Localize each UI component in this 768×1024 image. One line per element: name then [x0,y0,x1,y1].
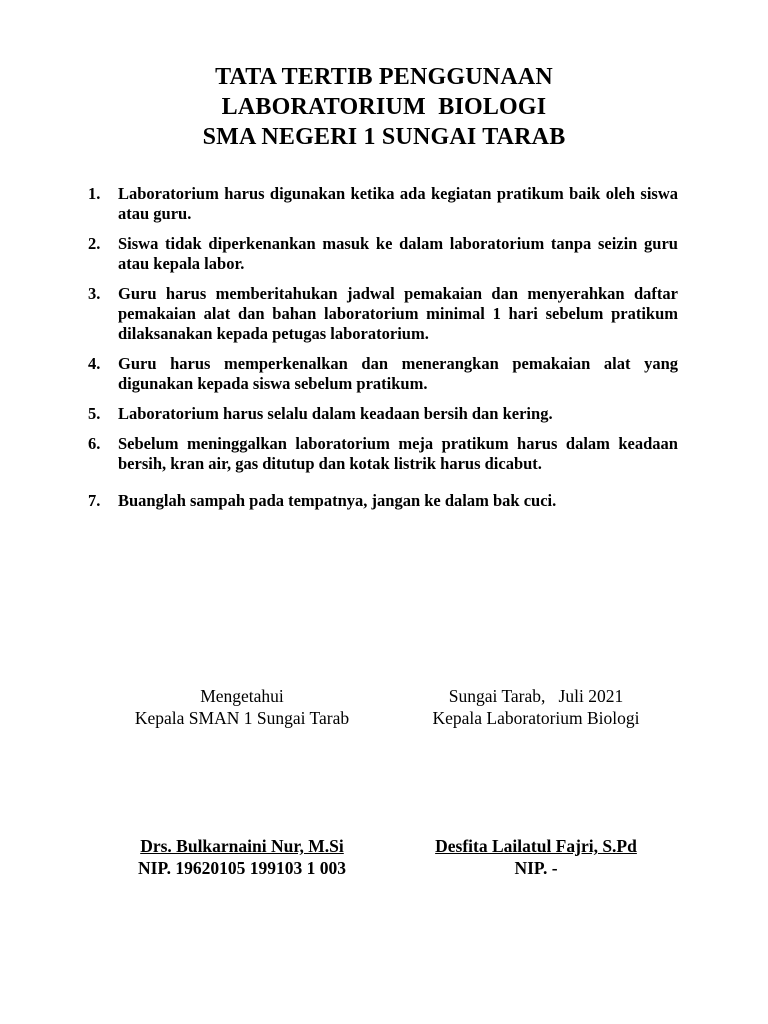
rule-text: Guru harus memperkenalkan dan menerangkan pemakaian alat yang digunakan kepada siswa sebelum pratikum. [118,354,678,393]
left-acknowledgement: Mengetahui [200,686,284,706]
left-signatory-nip: NIP. 19620105 199103 1 003 [138,858,346,878]
rule-number: 2. [88,234,101,253]
rule-item-2 [88,234,678,274]
rule-text: Sebelum meninggalkan laboratorium meja pratikum harus dalam keadaan bersih, kran air, gas ditutup dan kotak listrik harus dicabut. [118,434,678,473]
document-title [0,62,768,152]
rule-text: Buanglah sampah pada tempatnya, jangan ke dalam bak cuci. [118,491,557,510]
title-line-1: TATA TERTIB PENGGUNAAN [215,64,553,90]
right-signatory-name: Desfita Lailatul Fajri, S.Pd [435,836,637,856]
left-position: Kepala SMAN 1 Sungai Tarab [134,708,350,728]
place-date: Sungai Tarab, Juli 2021 [448,686,624,706]
title-line-3: SMA NEGERI 1 SUNGAI TARAB [202,124,566,150]
rule-item-1 [88,184,678,224]
right-position: Kepala Laboratorium Biologi [432,708,640,728]
left-signatory [92,835,392,879]
rule-text: Siswa tidak diperkenankan masuk ke dalam laboratorium tanpa seizin guru atau kepala labor. [118,234,678,273]
rule-item-7 [88,491,678,511]
rule-item-3 [88,284,678,344]
rules-list [88,184,678,521]
rule-item-5 [88,404,678,424]
right-signatory [386,835,686,879]
rule-item-6 [88,434,678,474]
title-line-2: LABORATORIUM BIOLOGI [221,94,547,120]
right-signature-header [386,685,686,729]
rule-item-4 [88,354,678,394]
rule-number: 7. [88,491,101,510]
rule-number: 4. [88,354,101,373]
rule-number: 1. [88,184,101,203]
left-signatory-name: Drs. Bulkarnaini Nur, M.Si [140,836,344,856]
rule-number: 6. [88,434,101,453]
rule-number: 5. [88,404,101,423]
rule-text: Guru harus memberitahukan jadwal pemakaian dan menyerahkan daftar pemakaian alat dan bahan laboratorium minimal 1 hari sebelum pratikum dilaksanakan kepada petugas laboratorium. [118,284,678,343]
rule-text: Laboratorium harus selalu dalam keadaan bersih dan kering. [118,404,553,423]
left-signature-header [92,685,392,729]
rule-number: 3. [88,284,101,303]
right-signatory-nip: NIP. - [514,858,558,878]
rule-text: Laboratorium harus digunakan ketika ada kegiatan pratikum baik oleh siswa atau guru. [118,184,678,223]
